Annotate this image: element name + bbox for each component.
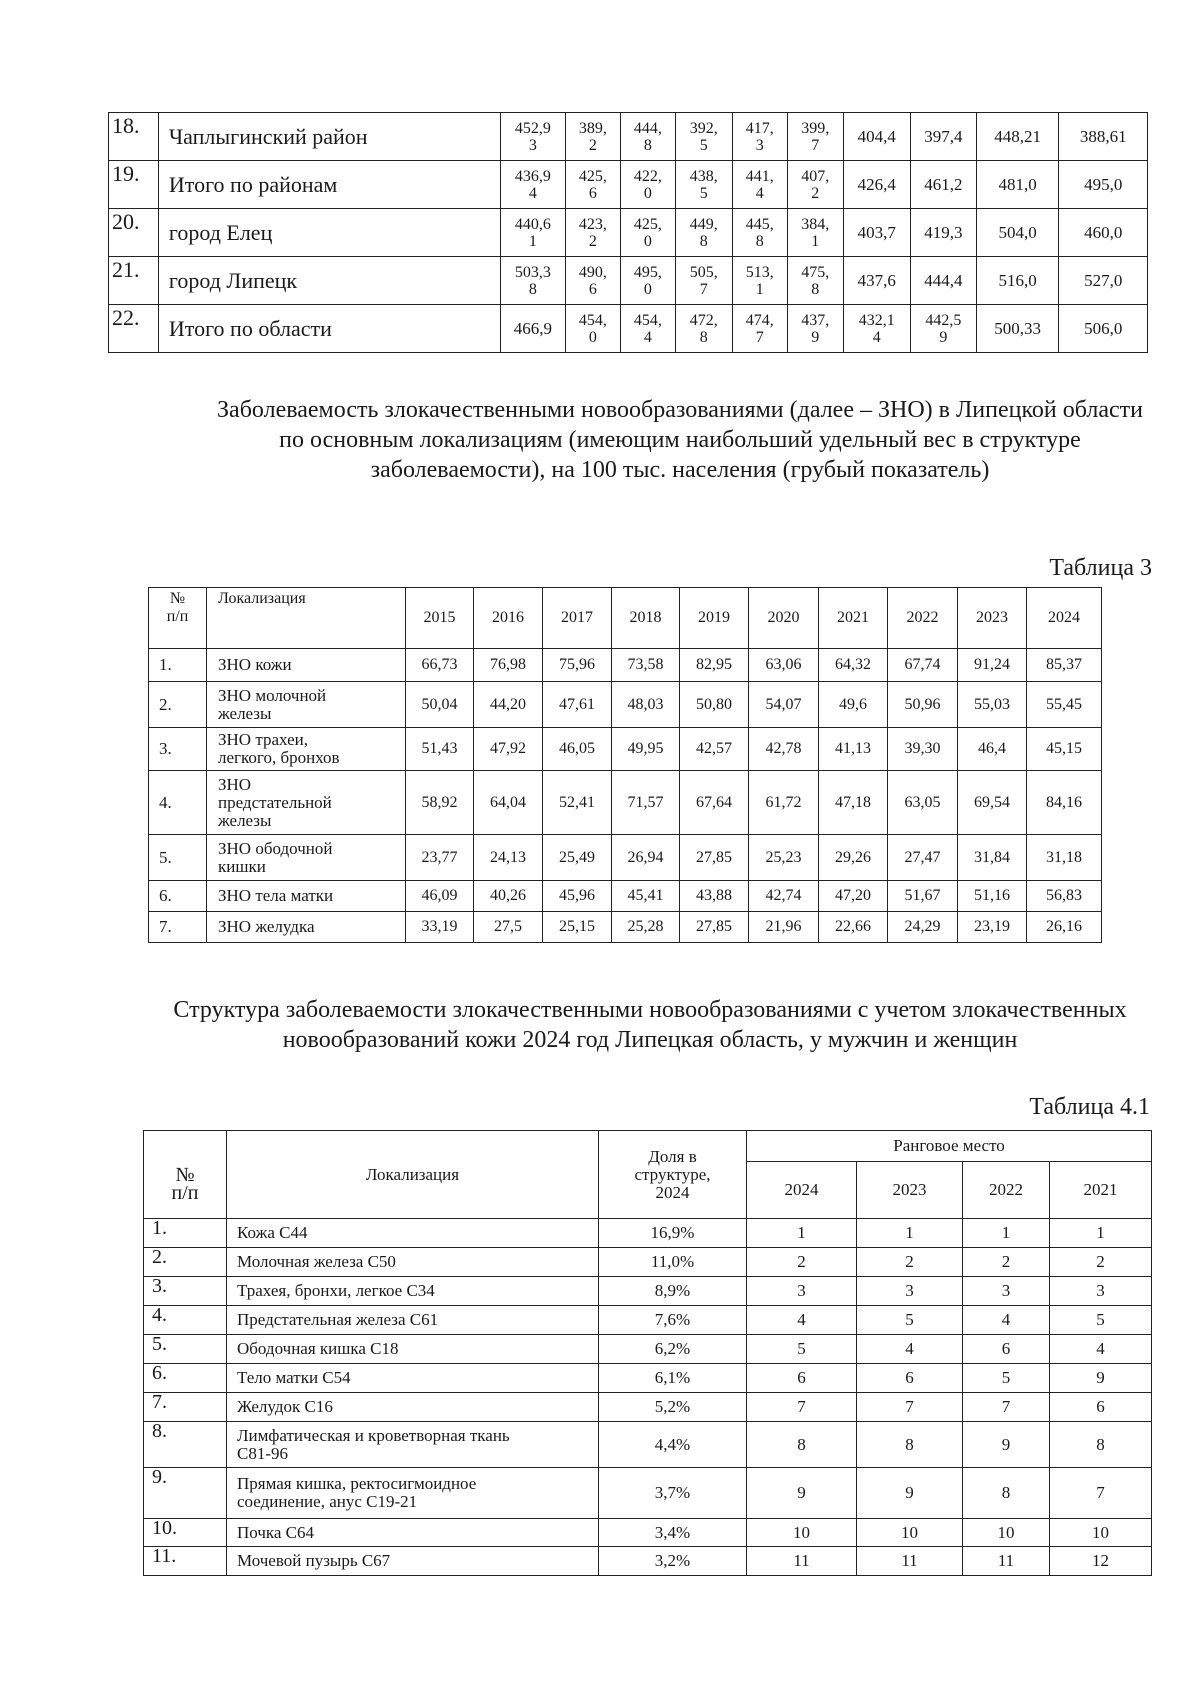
table-row [109,113,1148,161]
table-4-1-label: Таблица 4.1 [1029,1094,1150,1120]
share-cell: 8,9% [599,1277,747,1306]
localization-name: Тело матки С54 [227,1364,599,1393]
value-cell: 52,41 [543,771,612,835]
value-cell: 425, 0 [620,209,675,257]
value-cell: 475, 8 [787,257,843,305]
district-name: город Елец [158,209,500,257]
table-row [109,161,1148,209]
table-row [144,1393,1152,1422]
value-cell: 46,4 [958,728,1027,771]
row-number: 9. [144,1468,227,1519]
localization-name: Кожа С44 [227,1219,599,1248]
rank-cell: 8 [1050,1422,1152,1468]
value-cell: 452,9 3 [500,113,565,161]
share-cell: 11,0% [599,1248,747,1277]
value-cell: 50,96 [888,682,958,728]
row-number: 7. [149,912,207,943]
value-cell: 495, 0 [620,257,675,305]
value-cell: 47,61 [543,682,612,728]
value-cell: 454, 0 [565,305,620,353]
value-cell: 460,0 [1059,209,1148,257]
row-number: 2. [144,1248,227,1277]
share-cell: 4,4% [599,1422,747,1468]
row-number: 4. [149,771,207,835]
localization-name: Трахея, бронхи, легкое С34 [227,1277,599,1306]
value-cell: 55,03 [958,682,1027,728]
table-row [144,1422,1152,1468]
row-number: 8. [144,1422,227,1468]
rank-cell: 6 [1050,1393,1152,1422]
rank-cell: 2 [747,1248,857,1277]
rank-cell: 10 [747,1519,857,1547]
value-cell: 31,18 [1027,835,1102,881]
table-row [144,1219,1152,1248]
localization-name: ЗНО предстательной железы [207,771,406,835]
rank-cell: 1 [857,1219,963,1248]
value-cell: 504,0 [976,209,1058,257]
localization-name: Ободочная кишка С18 [227,1335,599,1364]
column-header-year: 2016 [474,588,543,649]
value-cell: 472, 8 [675,305,732,353]
incidence-structure-table [143,1130,1152,1576]
column-header-year: 2019 [680,588,749,649]
value-cell: 61,72 [749,771,819,835]
value-cell: 27,85 [680,835,749,881]
row-number: 19. [109,161,159,209]
table-row [144,1306,1152,1335]
rank-cell: 7 [857,1393,963,1422]
value-cell: 63,05 [888,771,958,835]
value-cell: 399, 7 [787,113,843,161]
row-number: 1. [144,1219,227,1248]
value-cell: 449, 8 [675,209,732,257]
value-cell: 506,0 [1059,305,1148,353]
rank-cell: 5 [857,1306,963,1335]
localization-name: ЗНО трахеи, легкого, бронхов [207,728,406,771]
table-row [144,1248,1152,1277]
value-cell: 423, 2 [565,209,620,257]
value-cell: 384, 1 [787,209,843,257]
column-header-year: 2024 [747,1162,857,1219]
value-cell: 51,43 [406,728,474,771]
column-header-year: 2021 [819,588,888,649]
value-cell: 55,45 [1027,682,1102,728]
rank-cell: 4 [857,1335,963,1364]
value-cell: 444, 8 [620,113,675,161]
row-number: 21. [109,257,159,305]
row-number: 22. [109,305,159,353]
value-cell: 490, 6 [565,257,620,305]
column-header-number: № п/п [144,1131,227,1219]
value-cell: 24,13 [474,835,543,881]
rank-cell: 9 [857,1468,963,1519]
share-cell: 5,2% [599,1393,747,1422]
value-cell: 67,74 [888,649,958,682]
value-cell: 388,61 [1059,113,1148,161]
value-cell: 461,2 [910,161,976,209]
localization-name: Молочная железа С50 [227,1248,599,1277]
column-header-year: 2023 [958,588,1027,649]
value-cell: 39,30 [888,728,958,771]
rank-cell: 6 [857,1364,963,1393]
rank-cell: 4 [963,1306,1050,1335]
row-number: 3. [149,728,207,771]
value-cell: 444,4 [910,257,976,305]
value-cell: 48,03 [612,682,680,728]
value-cell: 440,6 1 [500,209,565,257]
value-cell: 23,19 [958,912,1027,943]
value-cell: 49,6 [819,682,888,728]
row-number: 11. [144,1547,227,1576]
value-cell: 481,0 [976,161,1058,209]
section-heading-incidence: Заболеваемость злокачественными новообразованиями (далее – ЗНО) в Липецкой области по основным локализациям (имеющим наибольший удельный вес в структуре заболеваемости), на 100 тыс. населения (грубый показатель) [217,397,1143,483]
value-cell: 403,7 [843,209,910,257]
value-cell: 45,96 [543,881,612,912]
value-cell: 437, 9 [787,305,843,353]
rank-cell: 9 [1050,1364,1152,1393]
row-number: 5. [149,835,207,881]
value-cell: 67,64 [680,771,749,835]
rank-cell: 11 [963,1547,1050,1576]
share-cell: 3,7% [599,1468,747,1519]
value-cell: 42,57 [680,728,749,771]
row-number: 2. [149,682,207,728]
value-cell: 448,21 [976,113,1058,161]
rank-cell: 9 [747,1468,857,1519]
value-cell: 29,26 [819,835,888,881]
district-name: Чаплыгинский район [158,113,500,161]
rank-cell: 3 [963,1277,1050,1306]
rank-cell: 5 [963,1364,1050,1393]
value-cell: 392, 5 [675,113,732,161]
table-row [149,881,1102,912]
value-cell: 527,0 [1059,257,1148,305]
value-cell: 495,0 [1059,161,1148,209]
row-number: 10. [144,1519,227,1547]
rank-cell: 2 [1050,1248,1152,1277]
share-cell: 6,2% [599,1335,747,1364]
value-cell: 25,15 [543,912,612,943]
district-name: город Липецк [158,257,500,305]
value-cell: 58,92 [406,771,474,835]
table-row [149,728,1102,771]
value-cell: 45,41 [612,881,680,912]
row-number: 6. [149,881,207,912]
table-row [144,1335,1152,1364]
value-cell: 54,07 [749,682,819,728]
column-header-year: 2015 [406,588,474,649]
localization-name: Мочевой пузырь С67 [227,1547,599,1576]
value-cell: 26,94 [612,835,680,881]
value-cell: 73,58 [612,649,680,682]
value-cell: 84,16 [1027,771,1102,835]
table-row [144,1519,1152,1547]
value-cell: 27,5 [474,912,543,943]
localization-name: Лимфатическая и кроветворная ткань С81-96 [227,1422,599,1468]
value-cell: 438, 5 [675,161,732,209]
rank-cell: 2 [857,1248,963,1277]
row-number: 3. [144,1277,227,1306]
rank-cell: 1 [747,1219,857,1248]
value-cell: 445, 8 [732,209,787,257]
section-heading-structure: Структура заболеваемости злокачественными новообразованиями с учетом злокачественных новообразований кожи 2024 год Липецкая область, у мужчин и женщин [173,997,1127,1053]
value-cell: 49,95 [612,728,680,771]
value-cell: 441, 4 [732,161,787,209]
value-cell: 42,78 [749,728,819,771]
row-number: 5. [144,1335,227,1364]
value-cell: 432,1 4 [843,305,910,353]
share-cell: 7,6% [599,1306,747,1335]
value-cell: 25,23 [749,835,819,881]
column-header-localization: Локализация [207,588,406,649]
value-cell: 56,83 [1027,881,1102,912]
district-name: Итого по районам [158,161,500,209]
value-cell: 40,26 [474,881,543,912]
table-row [109,257,1148,305]
table-row [149,835,1102,881]
value-cell: 66,73 [406,649,474,682]
value-cell: 397,4 [910,113,976,161]
value-cell: 404,4 [843,113,910,161]
value-cell: 442,5 9 [910,305,976,353]
rank-cell: 12 [1050,1547,1152,1576]
value-cell: 50,04 [406,682,474,728]
row-number: 1. [149,649,207,682]
value-cell: 31,84 [958,835,1027,881]
table-row [144,1547,1152,1576]
rank-cell: 3 [857,1277,963,1306]
table-row [144,1468,1152,1519]
rank-cell: 1 [1050,1219,1152,1248]
share-cell: 3,2% [599,1547,747,1576]
rank-cell: 3 [1050,1277,1152,1306]
rank-cell: 10 [857,1519,963,1547]
value-cell: 389, 2 [565,113,620,161]
column-header-year: 2021 [1050,1162,1152,1219]
rank-cell: 10 [963,1519,1050,1547]
value-cell: 43,88 [680,881,749,912]
localization-name: Почка С64 [227,1519,599,1547]
rank-cell: 8 [857,1422,963,1468]
value-cell: 24,29 [888,912,958,943]
rank-cell: 1 [963,1219,1050,1248]
row-number: 6. [144,1364,227,1393]
table-3-label: Таблица 3 [1049,555,1152,581]
value-cell: 454, 4 [620,305,675,353]
localization-name: ЗНО кожи [207,649,406,682]
rank-cell: 5 [747,1335,857,1364]
value-cell: 42,74 [749,881,819,912]
value-cell: 71,57 [612,771,680,835]
rank-cell: 11 [747,1547,857,1576]
column-header-year: 2020 [749,588,819,649]
value-cell: 513, 1 [732,257,787,305]
value-cell: 50,80 [680,682,749,728]
value-cell: 45,15 [1027,728,1102,771]
value-cell: 419,3 [910,209,976,257]
localization-name: Предстательная железа С61 [227,1306,599,1335]
table-row [144,1277,1152,1306]
value-cell: 22,66 [819,912,888,943]
value-cell: 422, 0 [620,161,675,209]
rank-cell: 7 [963,1393,1050,1422]
value-cell: 44,20 [474,682,543,728]
value-cell: 51,16 [958,881,1027,912]
row-number: 7. [144,1393,227,1422]
column-header-year: 2022 [888,588,958,649]
column-header-year: 2023 [857,1162,963,1219]
value-cell: 46,09 [406,881,474,912]
value-cell: 23,77 [406,835,474,881]
value-cell: 91,24 [958,649,1027,682]
rank-cell: 6 [963,1335,1050,1364]
value-cell: 46,05 [543,728,612,771]
column-header-year: 2017 [543,588,612,649]
column-header-year: 2018 [612,588,680,649]
share-cell: 6,1% [599,1364,747,1393]
value-cell: 426,4 [843,161,910,209]
rank-cell: 7 [747,1393,857,1422]
value-cell: 437,6 [843,257,910,305]
value-cell: 436,9 4 [500,161,565,209]
value-cell: 474, 7 [732,305,787,353]
rank-cell: 8 [963,1468,1050,1519]
rank-cell: 8 [747,1422,857,1468]
table-header-row [144,1131,1152,1162]
value-cell: 27,85 [680,912,749,943]
value-cell: 33,19 [406,912,474,943]
column-header-share: Доля в структуре, 2024 [599,1131,747,1219]
rank-cell: 11 [857,1547,963,1576]
rank-cell: 10 [1050,1519,1152,1547]
value-cell: 75,96 [543,649,612,682]
value-cell: 47,20 [819,881,888,912]
rank-cell: 9 [963,1422,1050,1468]
column-header-localization: Локализация [227,1131,599,1219]
value-cell: 505, 7 [675,257,732,305]
value-cell: 47,18 [819,771,888,835]
table-row [149,912,1102,943]
rank-cell: 6 [747,1364,857,1393]
column-header-year: 2024 [1027,588,1102,649]
localization-name: ЗНО тела матки [207,881,406,912]
incidence-by-localization-table [148,587,1102,943]
rank-cell: 4 [1050,1335,1152,1364]
value-cell: 425, 6 [565,161,620,209]
value-cell: 25,49 [543,835,612,881]
value-cell: 64,04 [474,771,543,835]
share-cell: 16,9% [599,1219,747,1248]
localization-name: Прямая кишка, ректосигмоидное соединение, анус С19-21 [227,1468,599,1519]
value-cell: 69,54 [958,771,1027,835]
value-cell: 503,3 8 [500,257,565,305]
rank-cell: 3 [747,1277,857,1306]
value-cell: 47,92 [474,728,543,771]
value-cell: 500,33 [976,305,1058,353]
value-cell: 407, 2 [787,161,843,209]
table-row [144,1364,1152,1393]
localization-name: ЗНО ободочной кишки [207,835,406,881]
row-number: 18. [109,113,159,161]
table-row [149,771,1102,835]
rank-cell: 4 [747,1306,857,1335]
value-cell: 85,37 [1027,649,1102,682]
value-cell: 417, 3 [732,113,787,161]
row-number: 4. [144,1306,227,1335]
share-cell: 3,4% [599,1519,747,1547]
value-cell: 27,47 [888,835,958,881]
value-cell: 64,32 [819,649,888,682]
value-cell: 63,06 [749,649,819,682]
rank-cell: 7 [1050,1468,1152,1519]
localization-name: Желудок С16 [227,1393,599,1422]
column-header-rank: Ранговое место [747,1131,1152,1162]
value-cell: 21,96 [749,912,819,943]
district-name: Итого по области [158,305,500,353]
value-cell: 51,67 [888,881,958,912]
column-header-number: № п/п [149,588,207,649]
row-number: 20. [109,209,159,257]
table-row [109,209,1148,257]
value-cell: 466,9 [500,305,565,353]
value-cell: 26,16 [1027,912,1102,943]
value-cell: 76,98 [474,649,543,682]
table-header-row [149,588,1102,649]
value-cell: 516,0 [976,257,1058,305]
rank-cell: 2 [963,1248,1050,1277]
localization-name: ЗНО молочной железы [207,682,406,728]
localization-name: ЗНО желудка [207,912,406,943]
rank-cell: 5 [1050,1306,1152,1335]
table-row [149,682,1102,728]
district-incidence-table [108,112,1148,353]
table-row [109,305,1148,353]
value-cell: 82,95 [680,649,749,682]
column-header-year: 2022 [963,1162,1050,1219]
table-row [149,649,1102,682]
value-cell: 41,13 [819,728,888,771]
value-cell: 25,28 [612,912,680,943]
